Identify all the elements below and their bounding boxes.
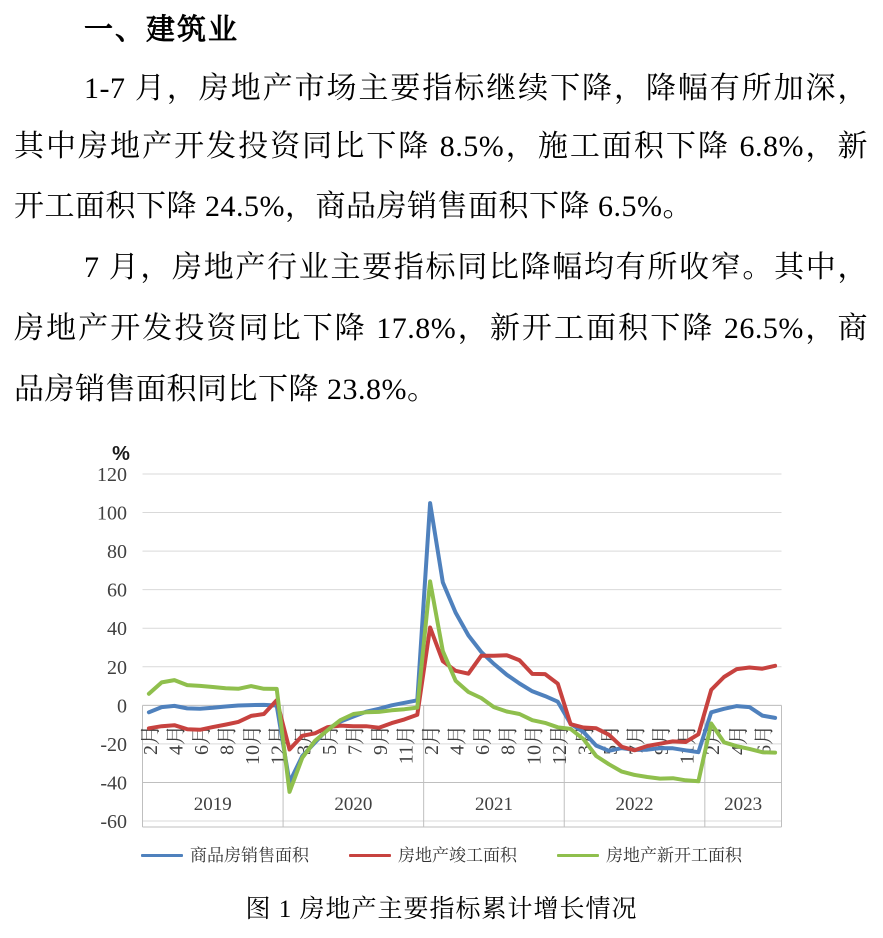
figure-caption: 图 1 房地产主要指标累计增长情况 bbox=[245, 896, 638, 923]
x-tick-label: 7月 bbox=[625, 725, 648, 755]
legend-line-swatch-sales-area bbox=[141, 854, 183, 857]
y-tick-label: 120 bbox=[97, 464, 127, 486]
x-tick-label: 12月 bbox=[548, 725, 571, 765]
legend-item-completed-area bbox=[349, 847, 517, 864]
x-tick-label: 2月 bbox=[139, 725, 162, 755]
legend-item-sales-area bbox=[141, 847, 309, 864]
x-tick-label: 8月 bbox=[497, 725, 520, 755]
x-tick-label: 5月 bbox=[599, 725, 622, 755]
x-tick-label: 5月 bbox=[318, 725, 341, 755]
indicator-line-chart bbox=[0, 440, 883, 840]
legend-line-swatch-new-starts-area bbox=[557, 854, 599, 857]
x-tick-label: 10月 bbox=[523, 725, 546, 765]
x-tick-label: 3月 bbox=[574, 725, 597, 755]
chart-legend bbox=[0, 844, 883, 866]
legend-item-new-starts-area bbox=[557, 847, 742, 864]
y-tick-label: 100 bbox=[97, 502, 127, 525]
x-tick-label: 2月 bbox=[421, 725, 444, 755]
x-tick-label: 11月 bbox=[395, 725, 418, 765]
x-tick-label: 9月 bbox=[369, 725, 392, 755]
x-tick-label: 10月 bbox=[242, 725, 265, 765]
x-tick-label: 2月 bbox=[702, 725, 725, 755]
y-tick-label: -20 bbox=[100, 733, 127, 756]
legend-label-new-starts-area: 房地产新开工面积 bbox=[606, 845, 742, 865]
x-tick-label: 6月 bbox=[472, 725, 495, 755]
y-tick-label: 80 bbox=[107, 541, 127, 564]
legend-line-swatch-completed-area bbox=[349, 854, 391, 857]
body-line-3: 开工面积下降 24.5%，商品房销售面积下降 6.5%。 bbox=[14, 190, 693, 223]
x-tick-label: 6月 bbox=[753, 725, 776, 755]
x-tick-label: 6月 bbox=[191, 725, 214, 755]
y-tick-label: -40 bbox=[100, 772, 127, 795]
year-label-2020: 2020 bbox=[334, 794, 373, 815]
y-tick-label: 0 bbox=[117, 695, 127, 718]
year-label-2021: 2021 bbox=[474, 794, 513, 815]
year-label-2019: 2019 bbox=[193, 794, 232, 815]
x-tick-label: 7月 bbox=[344, 725, 367, 755]
body-line-2: 其中房地产开发投资同比下降 8.5%，施工面积下降 6.8%，新 bbox=[14, 130, 868, 163]
x-tick-label: 4月 bbox=[727, 725, 750, 755]
x-tick-label: 4月 bbox=[165, 725, 188, 755]
body-line-5: 房地产开发投资同比下降 17.8%，新开工面积下降 26.5%，商 bbox=[14, 312, 868, 345]
y-tick-label: 40 bbox=[107, 618, 127, 641]
x-tick-label: 12月 bbox=[267, 725, 290, 765]
chart-figure bbox=[0, 440, 883, 840]
year-label-2023: 2023 bbox=[724, 794, 763, 815]
y-tick-label: 20 bbox=[107, 656, 127, 679]
body-line-4: 7 月，房地产行业主要指标同比降幅均有所收窄。其中， bbox=[84, 251, 868, 284]
legend-label-sales-area: 商品房销售面积 bbox=[190, 845, 309, 865]
legend-label-completed-area: 房地产竣工面积 bbox=[398, 845, 517, 865]
x-tick-label: 11月 bbox=[676, 725, 699, 765]
section-heading: 一、建筑业 bbox=[84, 14, 240, 46]
y-axis-unit-label: % bbox=[112, 443, 130, 465]
x-tick-label: 9月 bbox=[651, 725, 674, 755]
y-tick-label: 60 bbox=[107, 579, 127, 602]
y-tick-label: -60 bbox=[100, 811, 127, 833]
x-tick-label: 8月 bbox=[216, 725, 239, 755]
body-line-6: 品房销售面积同比下降 23.8%。 bbox=[14, 373, 438, 406]
x-tick-label: 3月 bbox=[293, 725, 316, 755]
body-line-1: 1-7 月，房地产市场主要指标继续下降，降幅有所加深， bbox=[84, 72, 868, 105]
x-tick-label: 4月 bbox=[446, 725, 469, 755]
year-label-2022: 2022 bbox=[615, 794, 654, 815]
